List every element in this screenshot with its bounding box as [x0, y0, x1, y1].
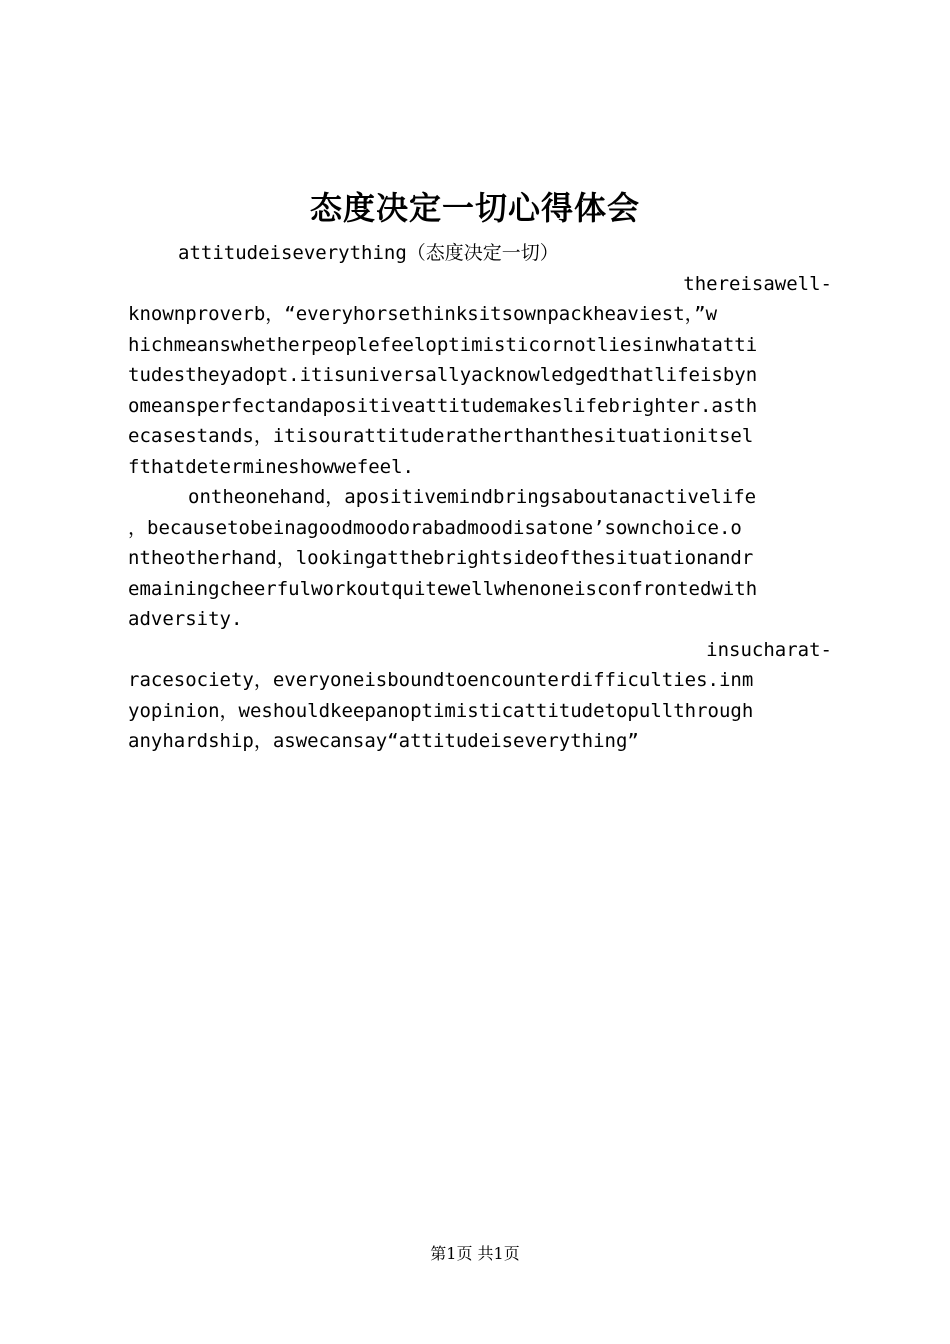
text-line: ，becausetobeinagoodmoodorabadmoodisatone’sownchoice.o [128, 516, 742, 539]
text-line: fthatdetermineshowwefeel. [128, 455, 414, 478]
text-line: hichmeanswhetherpeoplefeeloptimisticornotliesinwhatatti [128, 333, 758, 356]
text-line: anyhardship，aswecansay“attitudeiseverything” [128, 730, 639, 752]
text-line: attitudeiseverything（态度决定一切） [178, 242, 559, 264]
text-line: knownproverb，“everyhorsethinksitsownpackheaviest，”w [128, 303, 718, 325]
text-line: insucharat- [706, 638, 832, 661]
text-line: tudestheyadopt.itisuniversallyacknowledgedthatlifeisbyn [128, 364, 758, 386]
document-body [128, 238, 832, 757]
text-line: omeansperfectandapositiveattitudemakeslifebrighter.asth [128, 394, 758, 417]
text-line: thereisawell- [683, 272, 832, 295]
text-line: ecasestands，itisourattituderatherthanthesituationitsel [128, 425, 754, 447]
text-line: adversity. [128, 608, 243, 630]
text-line: emainingcheerfulworkoutquitewellwhenoneisconfrontedwith [128, 577, 758, 600]
text-line: yopinion，weshouldkeepanoptimisticattitudetopullthrough [128, 699, 754, 722]
document-title: 态度决定一切心得体会 [309, 189, 640, 227]
page-footer: 第1页 共1页 [430, 1244, 520, 1263]
text-line: racesociety，everyoneisboundtoencounterdifficulties.inm [128, 669, 754, 691]
text-line: ntheotherhand，lookingatthebrightsideofthesituationandr [128, 547, 754, 569]
text-line: ontheonehand，apositivemindbringsaboutanactivelife [188, 486, 757, 508]
